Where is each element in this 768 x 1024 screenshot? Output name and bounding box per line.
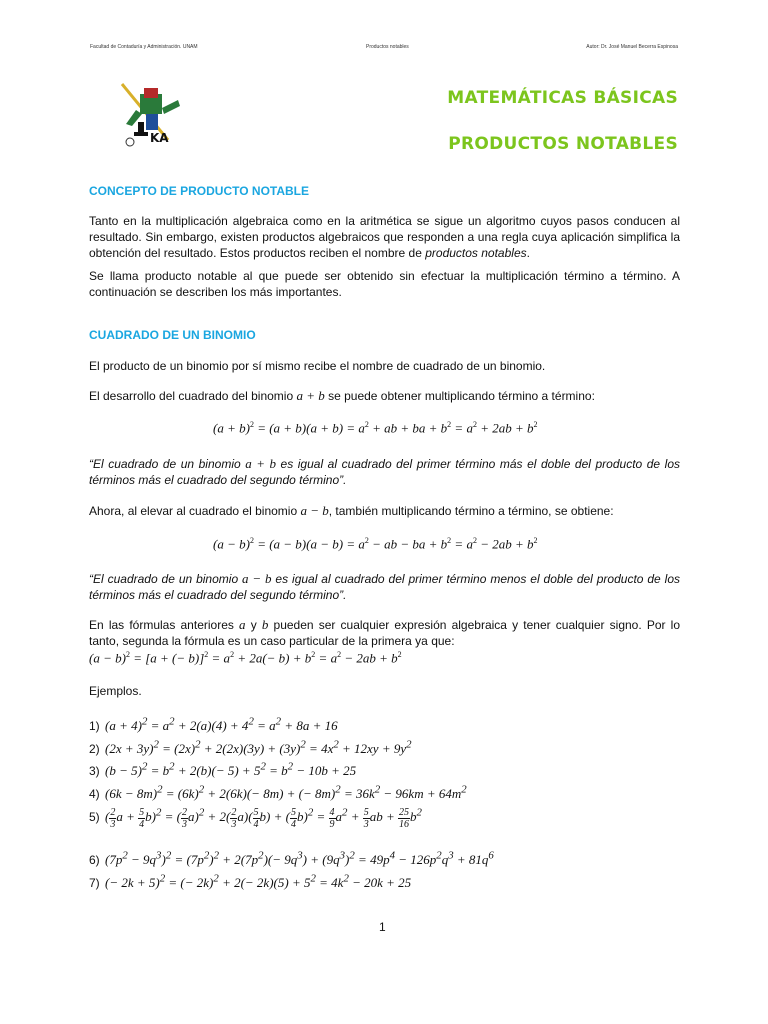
example-5: 5) ( $\frac{2}{3}$ a + $\frac{5}{4}$ b)$^2$ = ( $\frac{2}{3}$ a)$^2$ + 2( $\frac{2}{3}$ a)( $\frac{5}{4}$ b) + ( $\frac{5}{4}$ b)$^2$ = $\frac{4}{9}$ $a^2$ + $\frac{5}{3}$ ab + $\frac{25}{16}$ $b^2$ (89, 807, 422, 830)
example-2: 2) $(2x + 3y)^2 = (2x)^2 + 2(2x)(3y) + (3y)^2 = 4x^2 + 12xy + 9y^2$ (89, 739, 412, 757)
inline-math: a + b (296, 388, 325, 403)
paragraph-text: se puede obtener multiplicando término a término: (324, 389, 595, 403)
example-4: 4) $(6k - 8m)^2 = (6k)^2 + 2(6k)(- 8m)$ + (− $8m)^2 = 36k^2 - 96km + 64m^2$ (89, 784, 467, 802)
page-header (90, 44, 678, 54)
inline-math: a (239, 617, 246, 632)
example-1: 1) $(a + 4)^2 = a^2 + 2(a)(4) + 4^2 = a^2 + 8a + 16$ (89, 716, 338, 734)
quote-text: “El cuadrado de un binomio (89, 457, 246, 471)
quote-text: es igual al cuadrado del primer término más el doble del producto de los términos más el cuadrado del segundo término”. (89, 457, 681, 487)
logo-letters: KA (150, 131, 169, 145)
page-subtitle: PRODUCTOS NOTABLES (448, 134, 678, 154)
examples-heading: Ejemplos. (89, 684, 142, 698)
paragraph-text: pueden ser cualquier expresión algebraica y tener cualquier signo. Por lo tanto, segunda la fórmula es un caso particular de la primera ya que: (89, 618, 680, 648)
inline-math: b (261, 617, 269, 632)
header-right-text: Autor: Dr. José Manuel Becerra Espinosa (586, 44, 678, 50)
header-center-text: Productos notables (366, 44, 409, 50)
equation-square-difference: $(a - b)^2 = (a - b)(a - b) = a^2$ − ab − ba + $b^2 = a^2 - 2ab + b^2$ (213, 536, 538, 552)
inline-math: a − b (242, 571, 272, 586)
paragraph-text: Ahora, al elevar al cuadrado el binomio (89, 504, 301, 518)
paragraph-concepto-1 (89, 213, 680, 261)
paragraph-text: , también multiplicando término a término, se obtiene: (328, 504, 614, 518)
quote-square-difference (89, 571, 680, 603)
page-title: MATEMÁTICAS BÁSICAS (447, 88, 678, 108)
quote-square-sum (89, 456, 680, 488)
quote-text: “El cuadrado de un binomio (89, 572, 243, 586)
paragraph-cuadrado-3 (89, 503, 680, 519)
paragraph-text: . (526, 246, 530, 260)
inline-math: a − b (300, 503, 329, 518)
example-6: 6) $(7p^2 - 9q^3)^2 = (7p^2)^2 + 2(7p^2)(- 9q^3) + (9q^3)^2 = 49p^4 - 126p^2q^3 + 81q^6$ (89, 850, 494, 868)
example-3: 3) $(b - 5)^2 = b^2 + 2(b)(- 5) + 5^2 = b^2 - 10b + 25$ (89, 761, 357, 779)
faculty-logo (116, 80, 186, 150)
paragraph-text: Tanto en la multiplicación algebraica como en la aritmética se sigue un algoritmo cuyos pasos conducen al resultado. Sin embargo, existen productos algebraicos que responden a una regla cuya aplicación simplifica la obtención del resultado. Estos productos reciben el nombre de (89, 214, 680, 260)
section-heading-concepto: CONCEPTO DE PRODUCTO NOTABLE (89, 184, 310, 198)
equation-particular-case: $(a - b)^2 = [a$ + (− $b)]^2 = a^2 + 2a(- b) + b^2 = a^2 - 2ab + b^2$ (89, 650, 402, 666)
paragraph-text: El desarrollo del cuadrado del binomio (89, 389, 297, 403)
section-heading-cuadrado: CUADRADO DE UN BINOMIO (89, 328, 256, 342)
paragraph-concepto-2: Se llama producto notable al que puede ser obtenido sin efectuar la multiplicación término a término. A continuación se describen los más importantes. (89, 269, 680, 299)
page-number: 1 (379, 920, 386, 934)
paragraph-cuadrado-1: El producto de un binomio por sí mismo recibe el nombre de cuadrado de un binomio. (89, 359, 546, 373)
quote-text: es igual al cuadrado del primer término menos el doble del producto de los términos más el cuadrado del segundo término”. (89, 572, 680, 602)
equation-square-sum: $(a + b)^2 = (a + b)(a + b) = a^2$ + ab + ba + $b^2 = a^2 + 2ab + b^2$ (213, 420, 538, 436)
paragraph-text: y (245, 618, 262, 632)
paragraph-text: En las fórmulas anteriores (89, 618, 240, 632)
italic-term: productos notables (425, 246, 527, 260)
header-left-text: Facultad de Contaduría y Administración. UNAM (90, 44, 198, 50)
paragraph-cuadrado-4 (89, 617, 680, 649)
inline-math: a + b (245, 456, 276, 471)
paragraph-cuadrado-2 (89, 388, 680, 404)
example-7: 7) (− 2k + 5)$^2$ = (− $2k)^2 + 2(- 2k)(5) + 5^2 = 4k^2 - 20k + 25$ (89, 873, 412, 891)
